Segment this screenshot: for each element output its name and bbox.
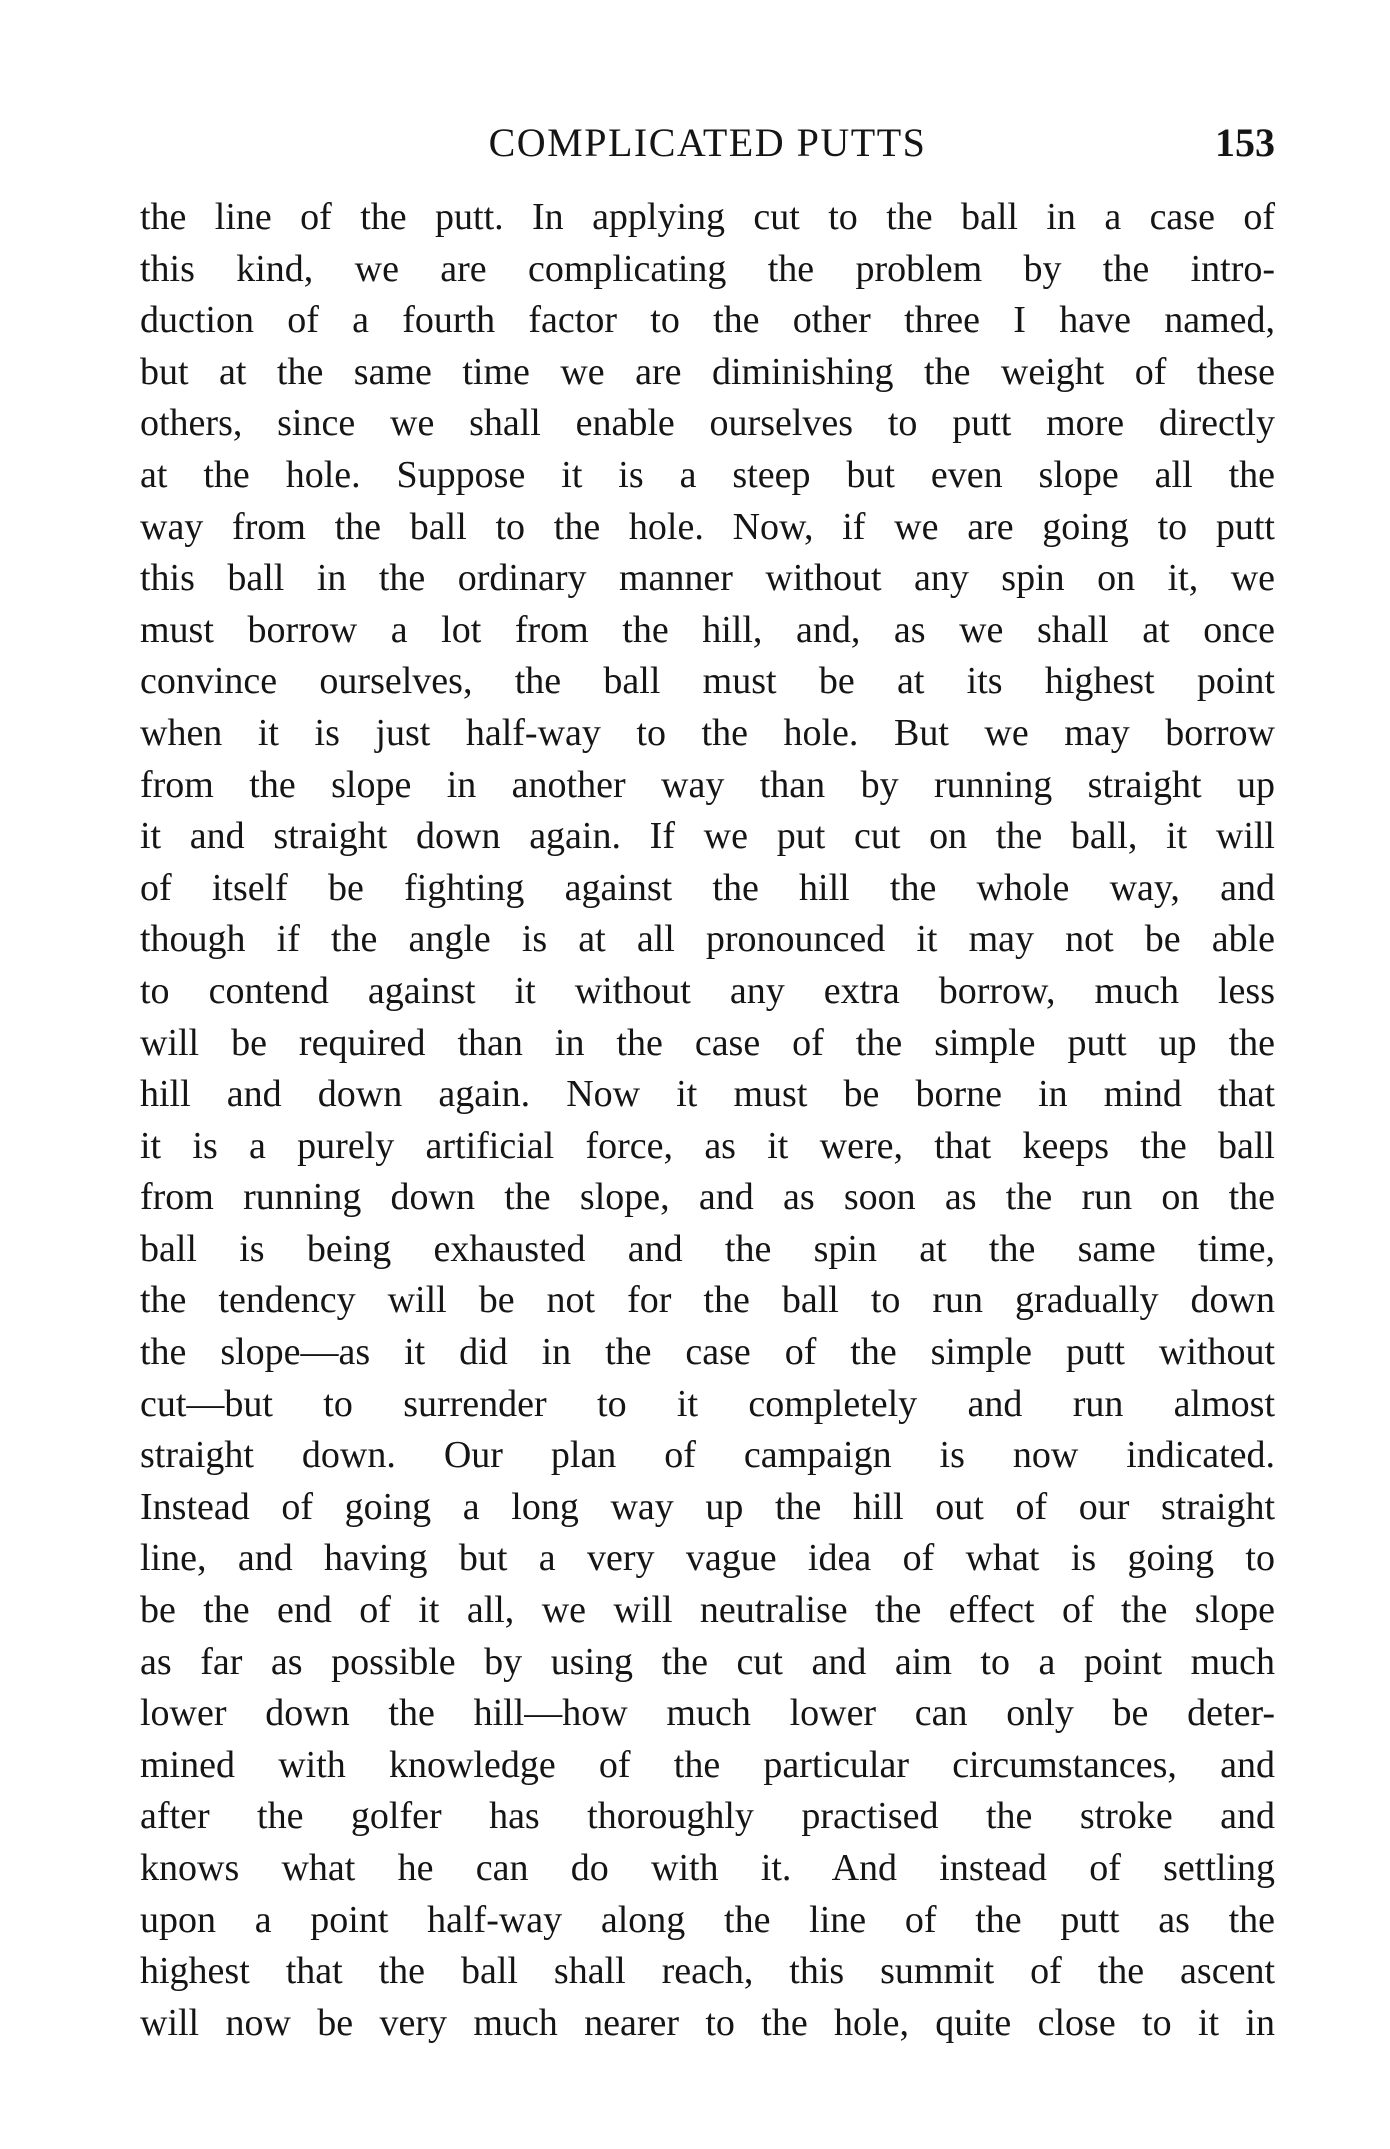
text-line: way from the ball to the hole. Now, if we are going to putt: [140, 505, 1275, 548]
text-line: ball is being exhausted and the spin at the same time,: [140, 1227, 1275, 1270]
text-line: when it is just half-way to the hole. But we may borrow: [140, 711, 1275, 754]
text-line: from running down the slope, and as soon as the run on the: [140, 1176, 1275, 1219]
text-line: convince ourselves, the ball must be at its highest point: [140, 660, 1275, 703]
text-line: upon a point half-way along the line of the putt as the: [140, 1898, 1275, 1941]
text-line: duction of a fourth factor to the other three I have named,: [140, 299, 1275, 342]
text-line: lower down the hill—how much lower can only be deter-: [140, 1692, 1275, 1735]
text-line: though if the angle is at all pronounced it may not be able: [140, 918, 1275, 961]
body-text: [140, 192, 1275, 2049]
text-line: the tendency will be not for the ball to run gradually down: [140, 1279, 1275, 1322]
text-line: will be required than in the case of the simple putt up the: [140, 1021, 1275, 1064]
text-line: but at the same time we are diminishing the weight of these: [140, 350, 1275, 393]
text-line: be the end of it all, we will neutralise the effect of the slope: [140, 1589, 1275, 1632]
text-line: to contend against it without any extra borrow, much less: [140, 969, 1275, 1012]
text-line: mined with knowledge of the particular circumstances, and: [140, 1743, 1275, 1786]
text-line: the slope—as it did in the case of the simple putt without: [140, 1331, 1275, 1374]
text-line: after the golfer has thoroughly practised the stroke and: [140, 1795, 1275, 1838]
text-line: at the hole. Suppose it is a steep but even slope all the: [140, 453, 1275, 496]
text-line: from the slope in another way than by running straight up: [140, 763, 1275, 806]
text-line: hill and down again. Now it must be borne in mind that: [140, 1073, 1275, 1116]
text-line: as far as possible by using the cut and aim to a point much: [140, 1640, 1275, 1683]
text-line: it and straight down again. If we put cut on the ball, it will: [140, 815, 1275, 858]
text-line: knows what he can do with it. And instead of settling: [140, 1847, 1275, 1889]
text-line: others, since we shall enable ourselves to putt more directly: [140, 402, 1275, 445]
text-line: Instead of going a long way up the hill out of our straight: [140, 1485, 1275, 1528]
text-line: will now be very much nearer to the hole, quite close to it in: [140, 2001, 1275, 2044]
text-line: must borrow a lot from the hill, and, as we shall at once: [140, 608, 1275, 651]
text-line: line, and having but a very vague idea of what is going to: [140, 1537, 1275, 1580]
text-line: it is a purely artificial force, as it were, that keeps the ball: [140, 1124, 1275, 1167]
text-line: straight down. Our plan of campaign is now indicated.: [140, 1434, 1275, 1477]
text-line: the line of the putt. In applying cut to the ball in a case of: [140, 196, 1275, 238]
running-head: [140, 118, 1275, 168]
text-line: highest that the ball shall reach, this summit of the ascent: [140, 1950, 1275, 1993]
text-line: this ball in the ordinary manner without any spin on it, we: [140, 557, 1275, 600]
running-title: COMPLICATED PUTTS: [488, 120, 927, 165]
text-line: cut—but to surrender to it completely and run almost: [140, 1382, 1275, 1425]
page-number: 153: [1215, 120, 1275, 165]
text-line: this kind, we are complicating the problem by the intro-: [140, 247, 1275, 290]
text-line: of itself be fighting against the hill the whole way, and: [140, 866, 1275, 909]
